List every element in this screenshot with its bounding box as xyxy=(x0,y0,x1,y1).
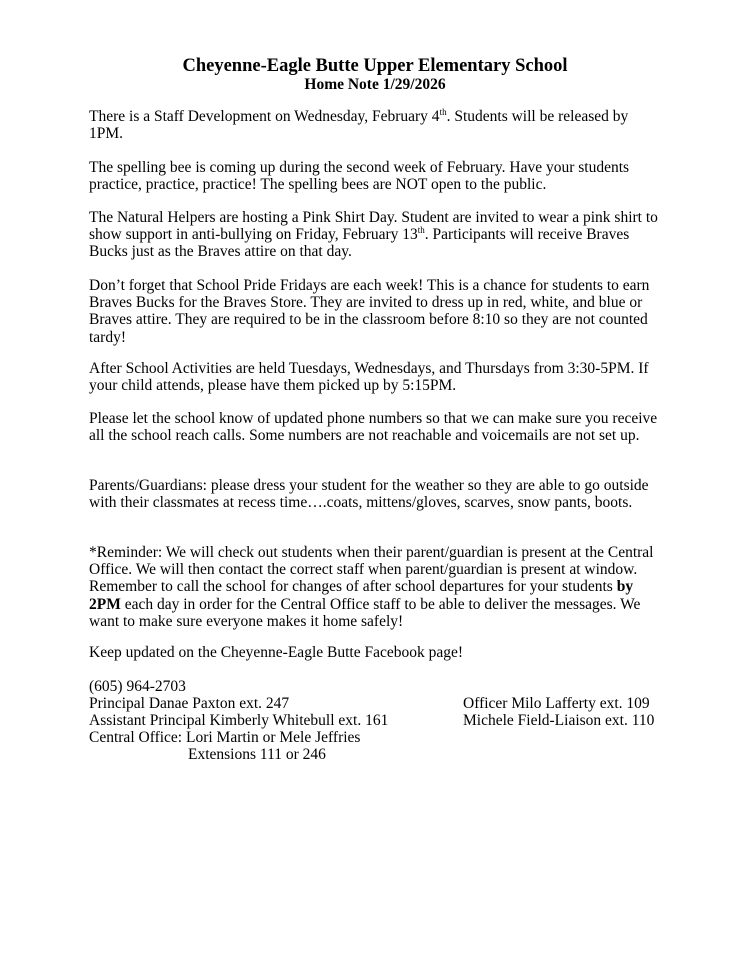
liaison-contact: Michele Field-Liaison ext. 110 xyxy=(463,712,655,729)
school-phone-number: (605) 964-2703 xyxy=(89,678,186,695)
weather-dress-notice: Parents/Guardians: please dress your student for the weather so they are able to go outside with their classmates at recess time….coats, mittens/gloves, scarves, snow pants, boots. xyxy=(89,477,649,512)
officer-contact: Officer Milo Lafferty ext. 109 xyxy=(463,695,650,712)
deadline-emphasis: by 2PM xyxy=(89,578,634,613)
staff-development-notice: There is a Staff Development on Wednesday, February 4th. Students will be released by 1PM. xyxy=(89,106,629,143)
pink-shirt-day-notice: The Natural Helpers are hosting a Pink Shirt Day. Student are invited to wear a pink shirt to show support in anti-bullying on Friday, February 13th. Participants will receive Braves Bucks just as the Braves attire on that day. xyxy=(89,209,658,261)
note-title: Home Note 1/29/2026 xyxy=(304,76,446,93)
spelling-bee-notice: The spelling bee is coming up during the second week of February. Have your students practice, practice, practice! The spelling bees are NOT open to the public. xyxy=(89,159,630,194)
checkout-reminder-notice: *Reminder: We will check out students when their parent/guardian is present at the Central Office. We will then contact the correct staff when parent/guardian is present at window. Remember to call the school for changes of after school departures for your students by 2PM each day in order for the Central Office staff to be able to deliver the messages. We want to make sure everyone makes it home safely! xyxy=(89,544,654,630)
after-school-activities-notice: After School Activities are held Tuesdays, Wednesdays, and Thursdays from 3:30-5PM. If your child attends, please have them picked up by 5:15PM. xyxy=(89,360,649,395)
assistant-principal-contact: Assistant Principal Kimberly Whitebull ext. 161 xyxy=(89,712,389,729)
facebook-notice: Keep updated on the Cheyenne-Eagle Butte Facebook page! xyxy=(89,644,464,661)
school-pride-fridays-notice: Don’t forget that School Pride Fridays are each week! This is a chance for students to earn Braves Bucks for the Braves Store. They are invited to dress up in red, white, and blue or Braves attire. They are required to be in the classroom before 8:10 so they are not counted tardy! xyxy=(89,277,650,346)
principal-contact: Principal Danae Paxton ext. 247 xyxy=(89,695,290,712)
central-office-contact: Central Office: Lori Martin or Mele Jeffries xyxy=(89,729,361,746)
phone-numbers-notice: Please let the school know of updated phone numbers so that we can make sure you receive all the school reach calls. Some numbers are not reachable and voicemails are not set up. xyxy=(89,410,658,445)
school-name-heading: Cheyenne-Eagle Butte Upper Elementary School xyxy=(182,56,568,76)
central-office-extensions: Extensions 111 or 246 xyxy=(188,746,326,763)
